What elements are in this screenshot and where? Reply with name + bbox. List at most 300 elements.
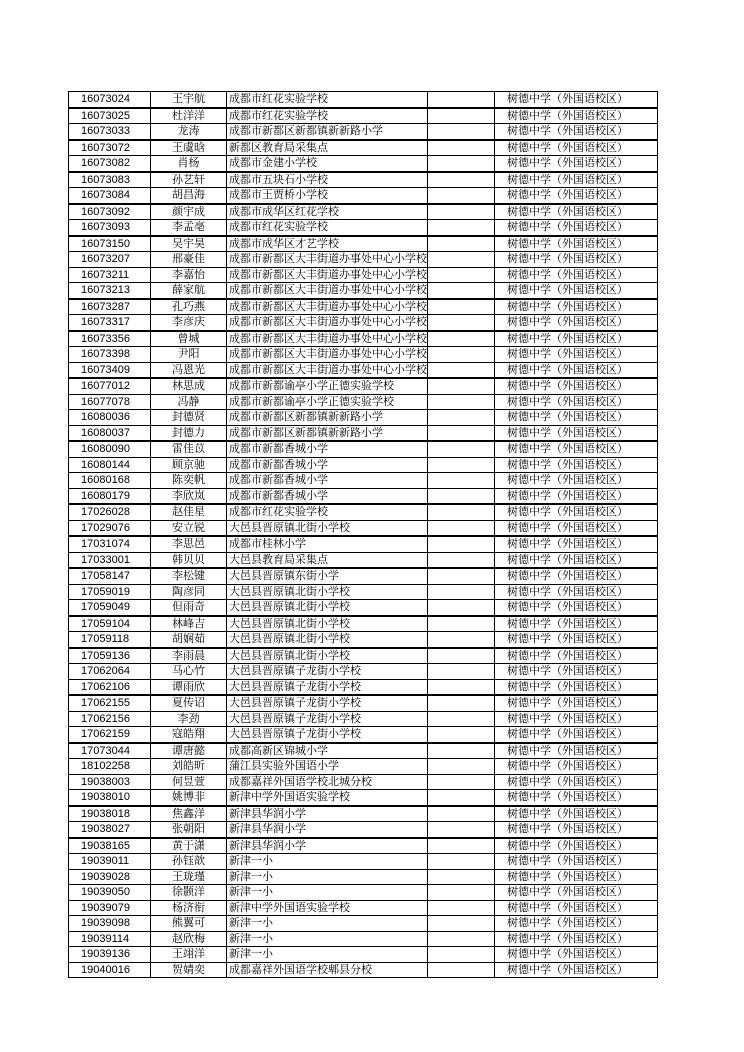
school-cell: 成都市新都香城小学	[227, 441, 428, 457]
destination-cell: 树德中学（外国语校区）	[495, 124, 658, 140]
empty-cell	[428, 584, 495, 600]
school-cell: 大邑县晋原镇子龙街小学校	[227, 727, 428, 743]
empty-cell	[428, 520, 495, 536]
school-cell: 成都市新都区大丰街道办事处中心小学校	[227, 362, 428, 378]
table-row	[69, 172, 658, 188]
student-name-cell: 封德贤	[151, 410, 227, 426]
student-name-cell: 韩贝贝	[151, 552, 227, 568]
student-name-cell: 徐颢洋	[151, 885, 227, 901]
empty-cell	[428, 283, 495, 299]
empty-cell	[428, 252, 495, 268]
student-id-cell: 17033001	[69, 552, 151, 568]
table-row	[69, 616, 658, 632]
empty-cell	[428, 299, 495, 315]
student-name-cell: 但雨奇	[151, 600, 227, 616]
school-cell: 新津中学外国语实验学校	[227, 790, 428, 806]
student-id-cell: 17059049	[69, 600, 151, 616]
destination-cell: 树德中学（外国语校区）	[495, 347, 658, 363]
school-cell: 成都市成华区红花学校	[227, 204, 428, 220]
destination-cell: 树德中学（外国语校区）	[495, 759, 658, 775]
school-cell: 新津一小	[227, 916, 428, 932]
student-id-cell: 16073033	[69, 124, 151, 140]
table-row	[69, 299, 658, 315]
student-id-cell: 19040016	[69, 962, 151, 978]
school-cell: 成都市红花实验学校	[227, 108, 428, 124]
empty-cell	[428, 410, 495, 426]
student-id-cell: 16073356	[69, 331, 151, 347]
student-name-cell: 林峰吉	[151, 616, 227, 632]
student-id-cell: 16080179	[69, 488, 151, 504]
student-name-cell: 李彦庆	[151, 315, 227, 331]
table-row	[69, 727, 658, 743]
student-id-cell: 16080168	[69, 473, 151, 489]
table-row	[69, 806, 658, 822]
empty-cell	[428, 900, 495, 916]
destination-cell: 树德中学（外国语校区）	[495, 378, 658, 394]
student-id-cell: 17059118	[69, 632, 151, 648]
school-cell: 成都市新都谕亭小学正德实验学校	[227, 378, 428, 394]
student-name-cell: 王翊洋	[151, 947, 227, 963]
school-cell: 成都市桂林小学	[227, 536, 428, 552]
destination-cell: 树德中学（外国语校区）	[495, 299, 658, 315]
destination-cell: 树德中学（外国语校区）	[495, 536, 658, 552]
table-row	[69, 711, 658, 727]
table-row	[69, 520, 658, 536]
table-row	[69, 347, 658, 363]
destination-cell: 树德中学（外国语校区）	[495, 648, 658, 664]
student-id-cell: 19038003	[69, 774, 151, 790]
table-row	[69, 315, 658, 331]
school-cell: 成都高新区锦城小学	[227, 743, 428, 759]
destination-cell: 树德中学（外国语校区）	[495, 425, 658, 441]
student-id-cell: 19038018	[69, 806, 151, 822]
student-name-cell: 王虞晗	[151, 140, 227, 156]
student-id-cell: 19038027	[69, 822, 151, 838]
school-cell: 大邑县晋原镇北街小学校	[227, 616, 428, 632]
destination-cell: 树德中学（外国语校区）	[495, 156, 658, 172]
school-cell: 成都市新都区新都镇新新路小学	[227, 124, 428, 140]
empty-cell	[428, 854, 495, 870]
empty-cell	[428, 869, 495, 885]
school-cell: 新津一小	[227, 854, 428, 870]
student-id-cell: 17062156	[69, 711, 151, 727]
student-name-cell: 熊翼可	[151, 916, 227, 932]
student-name-cell: 贺婧奕	[151, 962, 227, 978]
destination-cell: 树德中学（外国语校区）	[495, 900, 658, 916]
empty-cell	[428, 156, 495, 172]
empty-cell	[428, 378, 495, 394]
school-cell: 成都市王贾桥小学校	[227, 188, 428, 204]
student-id-cell: 16073317	[69, 315, 151, 331]
student-id-cell: 16080037	[69, 425, 151, 441]
table-row	[69, 632, 658, 648]
student-id-cell: 16077012	[69, 378, 151, 394]
destination-cell: 树德中学（外国语校区）	[495, 695, 658, 711]
school-cell: 新津一小	[227, 947, 428, 963]
empty-cell	[428, 632, 495, 648]
table-row	[69, 283, 658, 299]
table-row	[69, 236, 658, 252]
student-name-cell: 李孟亳	[151, 220, 227, 236]
destination-cell: 树德中学（外国语校区）	[495, 664, 658, 680]
student-name-cell: 李欣岚	[151, 488, 227, 504]
table-row	[69, 552, 658, 568]
destination-cell: 树德中学（外国语校区）	[495, 869, 658, 885]
student-name-cell: 李松键	[151, 568, 227, 584]
destination-cell: 树德中学（外国语校区）	[495, 711, 658, 727]
empty-cell	[428, 931, 495, 947]
student-id-cell: 17058147	[69, 568, 151, 584]
student-id-cell: 17062106	[69, 679, 151, 695]
student-id-cell: 17031074	[69, 536, 151, 552]
school-cell: 成都市新都区大丰街道办事处中心小学校	[227, 347, 428, 363]
school-cell: 大邑县晋原镇北街小学校	[227, 648, 428, 664]
school-cell: 大邑县晋原镇东街小学	[227, 568, 428, 584]
empty-cell	[428, 347, 495, 363]
table-row	[69, 822, 658, 838]
school-cell: 成都市新都区大丰街道办事处中心小学校	[227, 252, 428, 268]
student-name-cell: 张朝阳	[151, 822, 227, 838]
student-name-cell: 胡昌海	[151, 188, 227, 204]
table-row	[69, 156, 658, 172]
table-row	[69, 378, 658, 394]
student-name-cell: 姚博非	[151, 790, 227, 806]
table-row	[69, 743, 658, 759]
school-cell: 成都市新都区大丰街道办事处中心小学校	[227, 267, 428, 283]
destination-cell: 树德中学（外国语校区）	[495, 504, 658, 520]
destination-cell: 树德中学（外国语校区）	[495, 806, 658, 822]
school-cell: 成都市新都香城小学	[227, 488, 428, 504]
destination-cell: 树德中学（外国语校区）	[495, 790, 658, 806]
destination-cell: 树德中学（外国语校区）	[495, 584, 658, 600]
destination-cell: 树德中学（外国语校区）	[495, 188, 658, 204]
table-row	[69, 394, 658, 410]
table-row	[69, 220, 658, 236]
student-name-cell: 曾城	[151, 331, 227, 347]
destination-cell: 树德中学（外国语校区）	[495, 520, 658, 536]
empty-cell	[428, 711, 495, 727]
table-row	[69, 188, 658, 204]
student-id-cell: 16073398	[69, 347, 151, 363]
student-id-cell: 17062064	[69, 664, 151, 680]
student-id-cell: 16080090	[69, 441, 151, 457]
destination-cell: 树德中学（外国语校区）	[495, 962, 658, 978]
student-id-cell: 19039079	[69, 900, 151, 916]
destination-cell: 树德中学（外国语校区）	[495, 283, 658, 299]
school-cell: 大邑县晋原镇北街小学校	[227, 584, 428, 600]
student-name-cell: 王宇航	[151, 92, 227, 108]
empty-cell	[428, 743, 495, 759]
empty-cell	[428, 331, 495, 347]
student-name-cell: 薛家航	[151, 283, 227, 299]
student-id-cell: 16073287	[69, 299, 151, 315]
student-name-cell: 谭雨欣	[151, 679, 227, 695]
destination-cell: 树德中学（外国语校区）	[495, 822, 658, 838]
destination-cell: 树德中学（外国语校区）	[495, 568, 658, 584]
empty-cell	[428, 695, 495, 711]
school-cell: 成都市红花实验学校	[227, 220, 428, 236]
empty-cell	[428, 362, 495, 378]
student-id-cell: 16073211	[69, 267, 151, 283]
student-name-cell: 寇皓翔	[151, 727, 227, 743]
school-cell: 新津一小	[227, 885, 428, 901]
table-row	[69, 869, 658, 885]
student-id-cell: 19039050	[69, 885, 151, 901]
empty-cell	[428, 394, 495, 410]
school-cell: 新都区教育局采集点	[227, 140, 428, 156]
table-row	[69, 425, 658, 441]
destination-cell: 树德中学（外国语校区）	[495, 743, 658, 759]
student-id-cell: 16080036	[69, 410, 151, 426]
school-cell: 新津县华润小学	[227, 822, 428, 838]
empty-cell	[428, 774, 495, 790]
student-name-cell: 李思邑	[151, 536, 227, 552]
table-row	[69, 679, 658, 695]
empty-cell	[428, 204, 495, 220]
student-name-cell: 孙艺轩	[151, 172, 227, 188]
destination-cell: 树德中学（外国语校区）	[495, 410, 658, 426]
student-name-cell: 马心竹	[151, 664, 227, 680]
empty-cell	[428, 140, 495, 156]
student-id-cell: 16073213	[69, 283, 151, 299]
student-name-cell: 黄于潇	[151, 838, 227, 854]
table-row	[69, 410, 658, 426]
table-row	[69, 648, 658, 664]
student-id-cell: 16073092	[69, 204, 151, 220]
destination-cell: 树德中学（外国语校区）	[495, 362, 658, 378]
student-id-cell: 19039114	[69, 931, 151, 947]
table-row	[69, 790, 658, 806]
school-cell: 成都市新都区新都镇新新路小学	[227, 410, 428, 426]
student-name-cell: 尹阳	[151, 347, 227, 363]
student-name-cell: 杨济衔	[151, 900, 227, 916]
student-id-cell: 16073207	[69, 252, 151, 268]
school-cell: 成都市成华区才艺学校	[227, 236, 428, 252]
destination-cell: 树德中学（外国语校区）	[495, 488, 658, 504]
destination-cell: 树德中学（外国语校区）	[495, 204, 658, 220]
destination-cell: 树德中学（外国语校区）	[495, 220, 658, 236]
student-id-cell: 16080144	[69, 457, 151, 473]
empty-cell	[428, 806, 495, 822]
student-id-cell: 19038165	[69, 838, 151, 854]
student-name-cell: 杜洋洋	[151, 108, 227, 124]
student-id-cell: 16073072	[69, 140, 151, 156]
empty-cell	[428, 962, 495, 978]
empty-cell	[428, 92, 495, 108]
destination-cell: 树德中学（外国语校区）	[495, 885, 658, 901]
empty-cell	[428, 236, 495, 252]
student-id-cell: 17059104	[69, 616, 151, 632]
table-row	[69, 854, 658, 870]
empty-cell	[428, 315, 495, 331]
student-id-cell: 16073084	[69, 188, 151, 204]
empty-cell	[428, 473, 495, 489]
destination-cell: 树德中学（外国语校区）	[495, 252, 658, 268]
empty-cell	[428, 727, 495, 743]
destination-cell: 树德中学（外国语校区）	[495, 108, 658, 124]
table-row	[69, 568, 658, 584]
student-id-cell: 19039098	[69, 916, 151, 932]
student-name-cell: 陈奕帆	[151, 473, 227, 489]
student-id-cell: 16073150	[69, 236, 151, 252]
school-cell: 大邑县晋原镇子龙街小学校	[227, 664, 428, 680]
table-row	[69, 488, 658, 504]
school-cell: 成都市新都香城小学	[227, 457, 428, 473]
empty-cell	[428, 648, 495, 664]
empty-cell	[428, 947, 495, 963]
destination-cell: 树德中学（外国语校区）	[495, 616, 658, 632]
destination-cell: 树德中学（外国语校区）	[495, 315, 658, 331]
student-id-cell: 16073083	[69, 172, 151, 188]
empty-cell	[428, 600, 495, 616]
table-row	[69, 900, 658, 916]
destination-cell: 树德中学（外国语校区）	[495, 92, 658, 108]
student-name-cell: 夏传诏	[151, 695, 227, 711]
student-id-cell: 17029076	[69, 520, 151, 536]
student-id-cell: 19039136	[69, 947, 151, 963]
empty-cell	[428, 441, 495, 457]
table-row	[69, 774, 658, 790]
empty-cell	[428, 885, 495, 901]
destination-cell: 树德中学（外国语校区）	[495, 679, 658, 695]
table-row	[69, 664, 658, 680]
school-cell: 大邑县晋原镇北街小学校	[227, 632, 428, 648]
student-id-cell: 16073082	[69, 156, 151, 172]
destination-cell: 树德中学（外国语校区）	[495, 931, 658, 947]
table-row	[69, 267, 658, 283]
table-row	[69, 108, 658, 124]
student-name-cell: 李雨晨	[151, 648, 227, 664]
empty-cell	[428, 504, 495, 520]
school-cell: 成都市新都区大丰街道办事处中心小学校	[227, 331, 428, 347]
school-cell: 成都市新都谕亭小学正德实验学校	[227, 394, 428, 410]
student-id-cell: 16073409	[69, 362, 151, 378]
student-name-cell: 雷佳苡	[151, 441, 227, 457]
school-cell: 大邑县晋原镇子龙街小学校	[227, 711, 428, 727]
table-row	[69, 362, 658, 378]
empty-cell	[428, 124, 495, 140]
table-row	[69, 931, 658, 947]
empty-cell	[428, 425, 495, 441]
school-cell: 新津县华润小学	[227, 806, 428, 822]
empty-cell	[428, 457, 495, 473]
school-cell: 成都市新都区大丰街道办事处中心小学校	[227, 299, 428, 315]
destination-cell: 树德中学（外国语校区）	[495, 552, 658, 568]
student-name-cell: 何昱萱	[151, 774, 227, 790]
student-name-cell: 赵佳星	[151, 504, 227, 520]
student-name-cell: 邢豪佳	[151, 252, 227, 268]
empty-cell	[428, 108, 495, 124]
table-row	[69, 441, 658, 457]
student-id-cell: 17059136	[69, 648, 151, 664]
student-id-cell: 19038010	[69, 790, 151, 806]
empty-cell	[428, 838, 495, 854]
destination-cell: 树德中学（外国语校区）	[495, 947, 658, 963]
empty-cell	[428, 267, 495, 283]
destination-cell: 树德中学（外国语校区）	[495, 457, 658, 473]
table-row	[69, 695, 658, 711]
student-id-cell: 16077078	[69, 394, 151, 410]
school-cell: 新津一小	[227, 869, 428, 885]
school-cell: 成都市新都区大丰街道办事处中心小学校	[227, 283, 428, 299]
school-cell: 大邑县晋原镇北街小学校	[227, 520, 428, 536]
student-name-cell: 林思成	[151, 378, 227, 394]
school-cell: 新津县华润小学	[227, 838, 428, 854]
school-cell: 成都嘉祥外国语学校郫县分校	[227, 962, 428, 978]
student-name-cell: 陶彦同	[151, 584, 227, 600]
school-cell: 成都市金建小学校	[227, 156, 428, 172]
student-name-cell: 龙涛	[151, 124, 227, 140]
table-row	[69, 204, 658, 220]
empty-cell	[428, 616, 495, 632]
student-admission-table	[68, 91, 658, 978]
student-id-cell: 18102258	[69, 759, 151, 775]
school-cell: 新津一小	[227, 931, 428, 947]
empty-cell	[428, 679, 495, 695]
school-cell: 大邑县晋原镇子龙街小学校	[227, 679, 428, 695]
destination-cell: 树德中学（外国语校区）	[495, 441, 658, 457]
destination-cell: 树德中学（外国语校区）	[495, 331, 658, 347]
student-id-cell: 19039011	[69, 854, 151, 870]
table-row	[69, 473, 658, 489]
destination-cell: 树德中学（外国语校区）	[495, 473, 658, 489]
student-name-cell: 王珑瑾	[151, 869, 227, 885]
empty-cell	[428, 759, 495, 775]
school-cell: 成都嘉祥外国语学校北城分校	[227, 774, 428, 790]
table-row	[69, 885, 658, 901]
empty-cell	[428, 822, 495, 838]
table-row	[69, 124, 658, 140]
table-row	[69, 584, 658, 600]
table-row	[69, 600, 658, 616]
destination-cell: 树德中学（外国语校区）	[495, 236, 658, 252]
student-name-cell: 谭唐懿	[151, 743, 227, 759]
student-name-cell: 吴宇昊	[151, 236, 227, 252]
student-id-cell: 17059019	[69, 584, 151, 600]
school-cell: 大邑县教育局采集点	[227, 552, 428, 568]
student-name-cell: 孔巧燕	[151, 299, 227, 315]
school-cell: 蒲江县实验外国语小学	[227, 759, 428, 775]
table-row	[69, 140, 658, 156]
table-row	[69, 947, 658, 963]
school-cell: 成都市新都区大丰街道办事处中心小学校	[227, 315, 428, 331]
student-id-cell: 17026028	[69, 504, 151, 520]
empty-cell	[428, 790, 495, 806]
student-name-cell: 李劲	[151, 711, 227, 727]
empty-cell	[428, 664, 495, 680]
destination-cell: 树德中学（外国语校区）	[495, 172, 658, 188]
student-id-cell: 19039028	[69, 869, 151, 885]
empty-cell	[428, 552, 495, 568]
student-name-cell: 刘皓昕	[151, 759, 227, 775]
student-id-cell: 17062155	[69, 695, 151, 711]
empty-cell	[428, 568, 495, 584]
destination-cell: 树德中学（外国语校区）	[495, 600, 658, 616]
table-row	[69, 838, 658, 854]
student-id-cell: 17062159	[69, 727, 151, 743]
table-body	[69, 92, 658, 978]
destination-cell: 树德中学（外国语校区）	[495, 727, 658, 743]
student-id-cell: 17073044	[69, 743, 151, 759]
student-name-cell: 封德力	[151, 425, 227, 441]
destination-cell: 树德中学（外国语校区）	[495, 632, 658, 648]
table-row	[69, 916, 658, 932]
student-name-cell: 冯静	[151, 394, 227, 410]
empty-cell	[428, 172, 495, 188]
student-id-cell: 16073093	[69, 220, 151, 236]
empty-cell	[428, 220, 495, 236]
student-name-cell: 孙钰歆	[151, 854, 227, 870]
